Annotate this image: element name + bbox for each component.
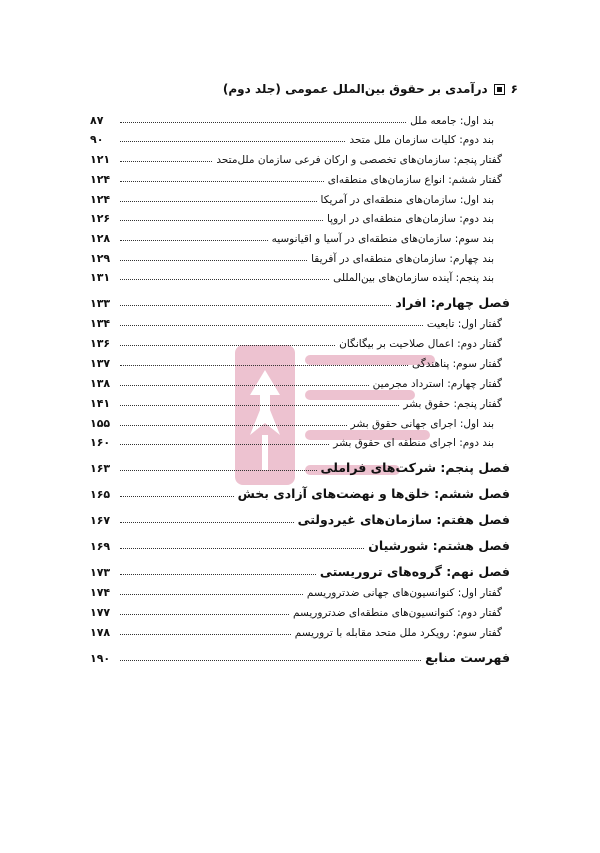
toc-entry-row[interactable] (90, 166, 510, 186)
toc-page-number: ۱۳۳ (90, 297, 111, 311)
toc-page-number: ۸۷ (90, 113, 104, 127)
toc-chapter-row[interactable] (90, 553, 510, 579)
toc-page-number: ۱۴۱ (90, 397, 111, 411)
dot-leader (120, 279, 329, 280)
toc-entry-row[interactable] (90, 410, 510, 430)
dot-leader (120, 594, 303, 595)
toc-entry-title: فصل هفتم: سازمان‌های غیردولتی (297, 512, 510, 528)
toc-chapter-row[interactable] (90, 449, 510, 475)
dot-leader (120, 405, 399, 406)
toc-entry-title: گفتار اول: تابعیت (426, 318, 502, 331)
dot-leader (120, 181, 324, 182)
toc-entry-title: فهرست منابع (425, 650, 510, 666)
toc-page-number: ۱۲۹ (90, 251, 111, 265)
toc-page-number: ۱۳۸ (90, 377, 111, 391)
toc-entry-title: گفتار پنجم: سازمان‌های تخصصی و ارکان فرعی سازمان ملل‌متحد (216, 154, 502, 167)
dot-leader (120, 260, 307, 261)
toc-entry-row[interactable] (90, 127, 510, 147)
toc-page-number: ۱۲۴ (90, 173, 111, 187)
dot-leader (120, 634, 291, 635)
toc-page-number: ۱۶۵ (90, 488, 111, 502)
toc-page-number: ۱۳۷ (90, 357, 111, 371)
toc-entry-title: بند اول: اجرای جهانی حقوق بشر (350, 417, 494, 430)
toc-entry-title: بند دوم: سازمان‌های منطقه‌ای در اروپا (326, 213, 494, 226)
toc-page-number: ۱۷۷ (90, 606, 111, 620)
toc-page-number: ۱۲۸ (90, 231, 111, 245)
toc-entry-title: بند دوم: کلیات سازمان ملل متحد (349, 134, 494, 147)
dot-leader (120, 220, 323, 221)
page-number: ۶ (510, 82, 518, 96)
toc-page-number: ۱۶۹ (90, 540, 111, 554)
toc-entry-title: گفتار چهارم: استرداد مجرمین (372, 378, 502, 391)
dot-leader (120, 425, 347, 426)
book-title: درآمدی بر حقوق بین‌الملل عمومی (جلد دوم) (222, 82, 488, 96)
dot-leader (120, 614, 289, 615)
toc-entry-row[interactable] (90, 186, 510, 206)
dot-leader (120, 548, 364, 549)
dot-leader (120, 522, 294, 523)
toc-chapter-row[interactable] (90, 639, 510, 665)
dot-leader (120, 660, 421, 661)
toc-entry-title: بند چهارم: سازمان‌های منطقه‌ای در آفریقا (311, 252, 494, 265)
toc-entry-row[interactable] (90, 330, 510, 350)
toc-entry-row[interactable] (90, 265, 510, 285)
toc-chapter-row[interactable] (90, 501, 510, 527)
toc-entry-title: بند اول: جامعه ملل (410, 114, 494, 127)
toc-page-number: ۱۹۰ (90, 652, 111, 666)
dot-leader (120, 141, 345, 142)
dot-leader (120, 365, 408, 366)
toc-page-number: ۱۵۵ (90, 416, 111, 430)
toc-entry-row[interactable] (90, 430, 510, 450)
toc-entry-row[interactable] (90, 390, 510, 410)
toc-page-number: ۱۲۴ (90, 192, 111, 206)
toc-entry-title: گفتار پنجم: حقوق بشر (403, 398, 502, 411)
toc-entry-title: گفتار دوم: کنوانسیون‌های منطقه‌ای ضدتروریسم (293, 607, 502, 620)
toc-page-number: ۱۷۴ (90, 586, 111, 600)
dot-leader (120, 345, 335, 346)
toc-entry-row[interactable] (90, 245, 510, 265)
toc-page-number: ۱۷۸ (90, 626, 111, 640)
toc-entry-row[interactable] (90, 619, 510, 639)
toc-entry-title: بند اول: سازمان‌های منطقه‌ای در آمریکا (320, 193, 494, 206)
toc-page-number: ۱۶۰ (90, 436, 111, 450)
toc-entry-row[interactable] (90, 146, 510, 166)
toc-entry-title: بند دوم: اجرای منطقه ای حقوق بشر (333, 437, 494, 450)
book-icon (494, 84, 505, 95)
toc-entry-row[interactable] (90, 107, 510, 127)
toc-entry-title: فصل نهم: گروه‌های تروریستی (319, 564, 510, 580)
toc-entry-row[interactable] (90, 370, 510, 390)
toc-entry-title: گفتار ششم: انواع سازمان‌های منطقه‌ای (327, 174, 502, 187)
toc-page-number: ۱۳۶ (90, 337, 111, 351)
toc-page-number: ۱۳۴ (90, 317, 111, 331)
toc-entry-row[interactable] (90, 225, 510, 245)
dot-leader (120, 470, 317, 471)
toc-entry-title: گفتار سوم: پناهندگی (412, 358, 502, 371)
dot-leader (120, 240, 268, 241)
dot-leader (120, 201, 317, 202)
toc-page-number: ۱۶۳ (90, 462, 111, 476)
toc-page-number: ۹۰ (90, 133, 104, 147)
toc-entry-title: گفتار دوم: اعمال صلاحیت بر بیگانگان (339, 338, 502, 351)
toc-entry-row[interactable] (90, 599, 510, 619)
page-header (82, 82, 518, 96)
dot-leader (120, 574, 316, 575)
toc-entry-title: فصل هشتم: شورشیان (368, 538, 510, 554)
toc-entry-title: گفتار اول: کنوانسیون‌های جهانی ضدتروریسم (306, 587, 502, 600)
toc-page-number: ۱۷۳ (90, 566, 111, 580)
toc-chapter-row[interactable] (90, 527, 510, 553)
toc-page-number: ۱۲۱ (90, 153, 111, 167)
toc-page-number: ۱۲۶ (90, 212, 111, 226)
toc-entry-row[interactable] (90, 579, 510, 599)
dot-leader (120, 161, 212, 162)
dot-leader (120, 496, 234, 497)
toc-entry-title: بند پنجم: آینده سازمان‌های بین‌المللی (333, 272, 494, 285)
toc-entry-title: گفتار سوم: رویکرد ملل متحد مقابله با تروریسم (294, 627, 502, 640)
dot-leader (120, 325, 423, 326)
toc-entry-title: فصل پنجم: شرکت‌های فراملی (320, 460, 510, 476)
table-of-contents (90, 107, 510, 665)
dot-leader (120, 385, 369, 386)
toc-page-number: ۱۶۷ (90, 514, 111, 528)
dot-leader (120, 305, 391, 306)
toc-chapter-row[interactable] (90, 475, 510, 501)
toc-entry-row[interactable] (90, 350, 510, 370)
toc-entry-row[interactable] (90, 310, 510, 330)
toc-chapter-row[interactable] (90, 284, 510, 310)
toc-entry-title: بند سوم: سازمان‌های منطقه‌ای در آسیا و اقیانوسیه (271, 232, 494, 245)
toc-page-number: ۱۳۱ (90, 271, 111, 285)
toc-entry-title: فصل ششم: خلق‌ها و نهضت‌های آزادی بخش (237, 486, 510, 502)
dot-leader (120, 122, 406, 123)
toc-entry-row[interactable] (90, 206, 510, 226)
toc-entry-title: فصل چهارم: افراد (395, 295, 510, 311)
dot-leader (120, 444, 329, 445)
